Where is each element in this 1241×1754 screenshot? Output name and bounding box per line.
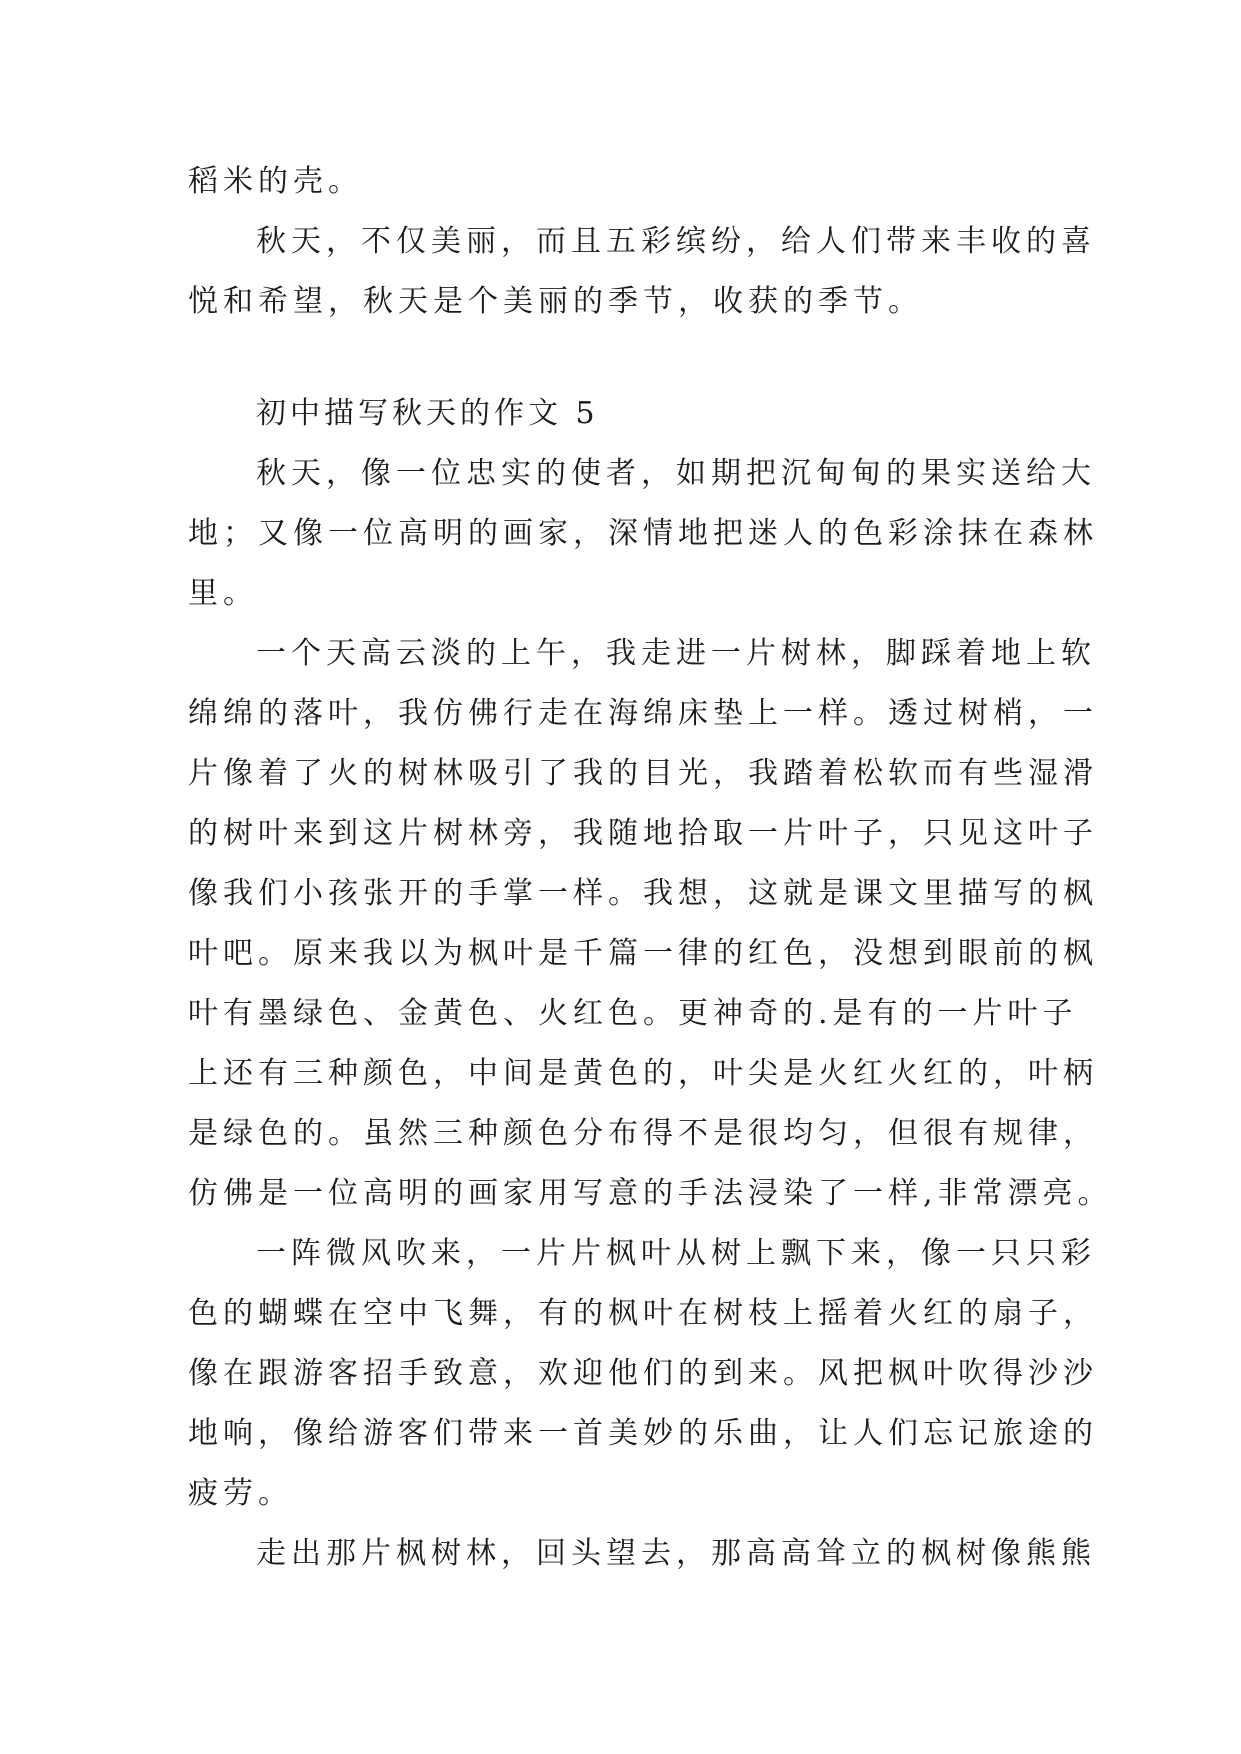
paragraph-line: 是绿色的。虽然三种颜色分布得不是很均匀，但很有规律， xyxy=(188,1116,1098,1151)
paragraph-line: 走出那片枫树林，回头望去，那高高耸立的枫树像熊熊 xyxy=(256,1536,1096,1571)
paragraph-line: 秋天，不仅美丽，而且五彩缤纷，给人们带来丰收的喜 xyxy=(256,224,1096,259)
paragraph-line: 片像着了火的树林吸引了我的目光，我踏着松软而有些湿滑 xyxy=(188,756,1098,791)
paragraph-line: 色的蝴蝶在空中飞舞，有的枫叶在树枝上摇着火红的扇子， xyxy=(188,1296,1098,1331)
paragraph-line: 悦和希望，秋天是个美丽的季节，收获的季节。 xyxy=(188,284,923,319)
paragraph-line: 绵绵的落叶，我仿佛行走在海绵床垫上一样。透过树梢，一 xyxy=(188,696,1098,731)
paragraph-line: 稻米的壳。 xyxy=(188,164,363,199)
essay-text xyxy=(188,152,1113,1584)
paragraph-line: 叶有墨绿色、金黄色、火红色。更神奇的.是有的一片叶子 xyxy=(188,996,1078,1031)
paragraph-line: 地；又像一位高明的画家，深情地把迷人的色彩涂抹在森林 xyxy=(188,516,1098,551)
paragraph-line: 秋天，像一位忠实的使者，如期把沉甸甸的果实送给大 xyxy=(256,456,1096,491)
paragraph-line: 地响，像给游客们带来一首美妙的乐曲，让人们忘记旅途的 xyxy=(188,1416,1098,1451)
paragraph-line: 疲劳。 xyxy=(188,1476,293,1511)
paragraph-line: 仿佛是一位高明的画家用写意的手法浸染了一样,非常漂亮。 xyxy=(188,1176,1113,1211)
paragraph-line: 的树叶来到这片树林旁，我随地拾取一片叶子，只见这叶子 xyxy=(188,816,1098,851)
section-gap xyxy=(188,332,1060,384)
paragraph-line: 一阵微风吹来，一片片枫叶从树上飘下来，像一只只彩 xyxy=(256,1236,1096,1271)
paragraph-line: 里。 xyxy=(188,576,258,611)
paragraph-line: 上还有三种颜色，中间是黄色的，叶尖是火红火红的，叶柄 xyxy=(188,1056,1098,1091)
essay-heading: 初中描写秋天的作文 5 xyxy=(256,396,599,431)
paragraph-line: 叶吧。原来我以为枫叶是千篇一律的红色，没想到眼前的枫 xyxy=(188,936,1098,971)
paragraph-line: 一个天高云淡的上午，我走进一片树林，脚踩着地上软 xyxy=(256,636,1096,671)
paragraph-line: 像在跟游客招手致意，欢迎他们的到来。风把枫叶吹得沙沙 xyxy=(188,1356,1098,1391)
paragraph-line: 像我们小孩张开的手掌一样。我想，这就是课文里描写的枫 xyxy=(188,876,1098,911)
